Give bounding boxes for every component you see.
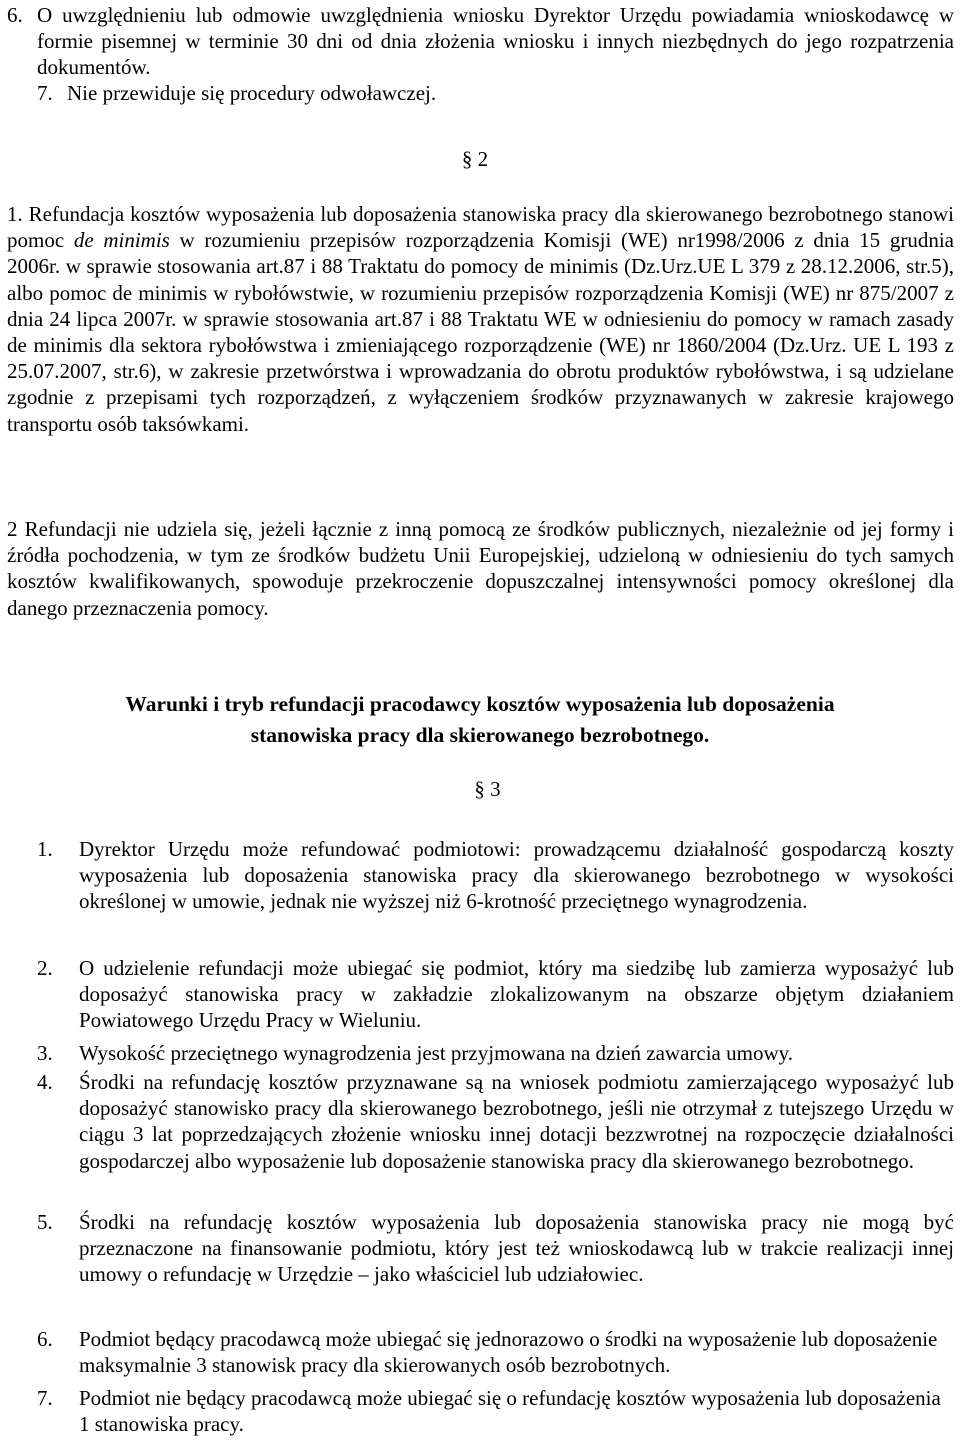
item-text: O udzielenie refundacji może ubiegać się podmiot, który ma siedzibę lub zamierza wyposażyć lub doposażyć stanowiska pracy w zakładzie zlokalizowanym na obszarze objętym działaniem Powiatowego Urzędu Pracy w Wieluniu. [79, 956, 954, 1033]
item-number: 2. [37, 956, 53, 980]
item-text: Podmiot będący pracodawcą może ubiegać się jednorazowo o środki na wyposażenie lub doposażenie maksymalnie 3 stanowisk pracy dla skierowanych osób bezrobotnych. [79, 1327, 938, 1378]
list-item-3-1 [37, 836, 954, 915]
paragraph-number: 1. [7, 202, 23, 226]
item-number: 1. [37, 837, 53, 861]
list-item-3-2 [37, 955, 954, 1034]
section-2-sign: § 2 [461, 147, 489, 171]
item-number: 7. [37, 1386, 53, 1410]
list-item-6 [7, 2, 954, 81]
section-2-paragraph-1 [7, 201, 954, 437]
item-text: Podmiot nie będący pracodawcą może ubiegać się o refundację kosztów wyposażenia lub doposażenia 1 stanowiska pracy. [79, 1386, 941, 1437]
item-number: 5. [37, 1210, 53, 1234]
item-text: Środki na refundację kosztów przyznawane są na wniosek podmiotu zamierzającego wyposażyć lub doposażyć stanowisko pracy dla skierowanego bezrobotnego, jeśli nie otrzymał z tutejszego Urzędu w ciągu 3 lat poprzedzających złożenie wniosku innej dotacji bezzwrotnej na rozpoczęcie działalności gospodarczej albo wyposażenie lub doposażenie stanowiska pracy dla skierowanego bezrobotnego. [79, 1070, 954, 1173]
item-number: 4. [37, 1070, 53, 1094]
section-heading [0, 689, 960, 751]
list-item-3-6 [37, 1326, 954, 1378]
item-text: O uwzględnieniu lub odmowie uwzględnienia wniosku Dyrektor Urzędu powiadamia wnioskodawcę w formie pisemnej w terminie 30 dni od dnia złożenia wniosku i innych niezbędnych do jego rozpatrzenia dokumentów. [37, 3, 954, 80]
list-item-3-7 [37, 1385, 954, 1437]
item-text: Nie przewiduje się procedury odwoławczej. [67, 81, 437, 105]
heading-line-2: stanowiska pracy dla skierowanego bezrobotnego. [250, 723, 710, 747]
item-number: 3. [37, 1041, 53, 1065]
item-number: 6. [37, 1327, 53, 1351]
item-number: 7. [37, 81, 53, 105]
paragraph-italic: de minimis [73, 228, 170, 253]
list-item-3-3 [37, 1040, 954, 1066]
paragraph-text-b: w rozumieniu przepisów rozporządzenia Komisji (WE) nr1998/2006 z dnia 15 grudnia 2006r. w sprawie stosowania art.87 i 88 Traktatu do pomocy de minimis (Dz.Urz.UE L 379 z 28.12.2006, str.5), albo pomoc de minimis w rybołówstwie, w rozumieniu przepisów rozporządzenia Komisji (WE) nr 875/2007 z dnia 24 lipca 2007r. w sprawie stosowania art.87 i 88 Traktatu WE w odniesieniu do pomocy w ramach zasady de minimis dla sektora rybołówstwa i zmieniającego rozporządzenie (WE) nr 1860/2004 (Dz.Urz. UE L 193 z 25.07.2007, str.6), w zakresie przetwórstwa i wprowadzania do obrotu produktów rybołówstwa, i są udzielane zgodnie z przepisami tych rozporządzeń, z wyłączeniem środków przyznawanych w zakresie krajowego transportu osób taksówkami. [7, 228, 955, 436]
section-3-sign: § 3 [474, 777, 501, 801]
list-item-3-5 [37, 1209, 954, 1288]
item-number: 6. [7, 3, 23, 27]
item-text: Środki na refundację kosztów wyposażenia lub doposażenia stanowiska pracy nie mogą być przeznaczone na finansowanie podmiotu, który jest też wnioskodawcą lub w trakcie realizacji innej umowy o refundację w Urzędzie – jako właściciel lub udziałowiec. [79, 1210, 954, 1287]
list-item-3-4 [37, 1069, 954, 1174]
item-text: Dyrektor Urzędu może refundować podmiotowi: prowadzącemu działalność gospodarczą koszty wyposażenia lub doposażenia stanowiska pracy dla skierowanego bezrobotnego w wysokości określonej w umowie, jednak nie wyższej niż 6-krotność przeciętnego wynagrodzenia. [79, 837, 954, 914]
list-item-7 [37, 80, 937, 106]
heading-line-1: Warunki i tryb refundacji pracodawcy kosztów wyposażenia lub doposażenia [125, 692, 835, 716]
section-2-paragraph-2: 2 Refundacji nie udziela się, jeżeli łącznie z inną pomocą ze środków publicznych, niezależnie od jej formy i źródła pochodzenia, w tym ze środków budżetu Unii Europejskiej, udzieloną w odniesieniu do tych samych kosztów kwalifikowanych, spowoduje przekroczenie dopuszczalnej intensywności pomocy określonej dla danego przeznaczenia pomocy. [7, 517, 954, 620]
item-text: Wysokość przeciętnego wynagrodzenia jest przyjmowana na dzień zawarcia umowy. [79, 1041, 793, 1065]
paragraph-text-a: Refundacja kosztów wyposażenia lub doposażenia stanowiska pracy dla skierowanego bezrobotnego stanowi pomoc [7, 202, 954, 253]
